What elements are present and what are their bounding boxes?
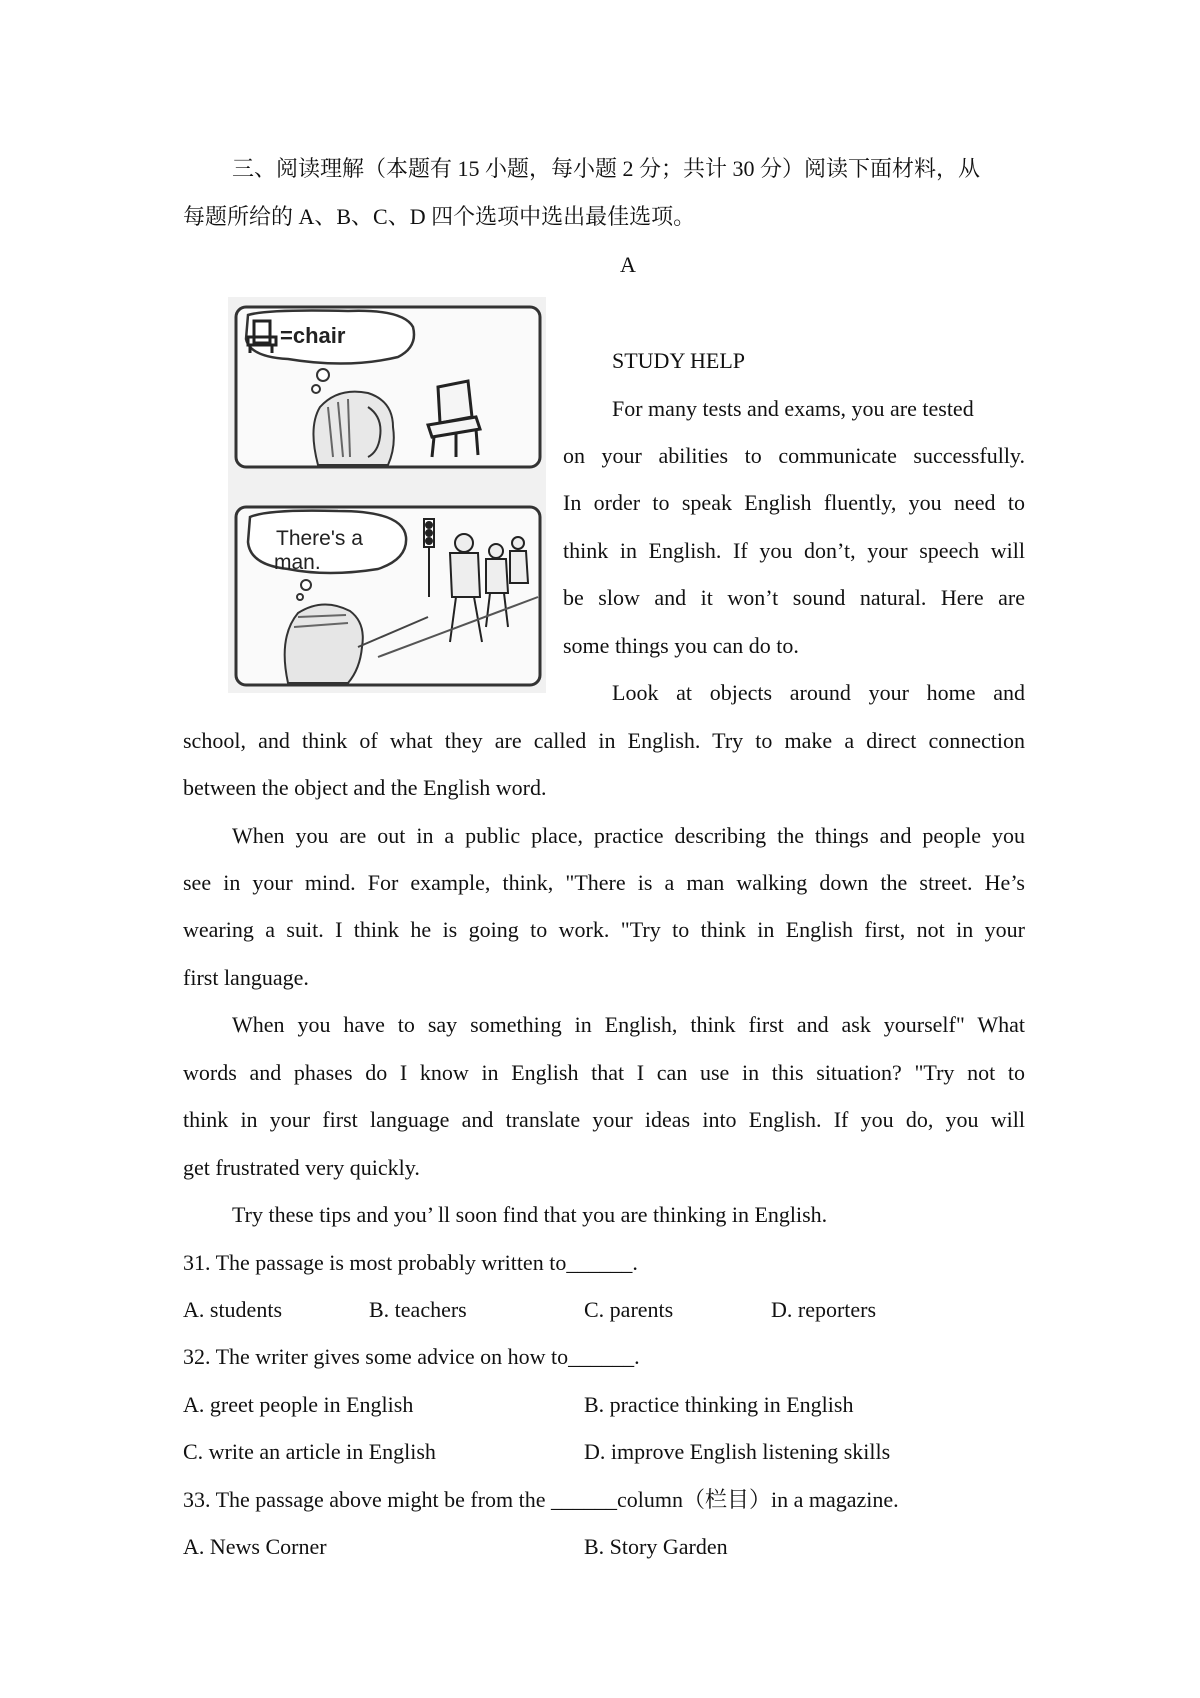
passage-line: For many tests and exams, you are tested xyxy=(612,396,974,421)
passage-letter: A xyxy=(620,252,636,277)
question-32-option-b[interactable]: B. practice thinking in English xyxy=(584,1392,854,1417)
question-31-option-a[interactable]: A. students xyxy=(183,1297,282,1322)
passage-line: Look at objects around your home and xyxy=(612,680,1025,705)
question-32-option-c[interactable]: C. write an article in English xyxy=(183,1439,436,1464)
passage-line: Try these tips and you’ ll soon find that you are thinking in English. xyxy=(232,1202,828,1227)
question-31-option-d[interactable]: D. reporters xyxy=(771,1297,877,1322)
question-33-option-a[interactable]: A. News Corner xyxy=(183,1534,327,1559)
question-32-option-d[interactable]: D. improve English listening skills xyxy=(584,1439,891,1464)
passage-line: wearing a suit. I think he is going to work. "Try to think in English first, not in your xyxy=(183,917,1025,942)
passage-line: first language. xyxy=(183,965,309,990)
passage-line: on your abilities to communicate successfully. xyxy=(563,443,1025,468)
passage-line: school, and think of what they are called in English. Try to make a direct connection xyxy=(183,728,1025,753)
question-32-option-a[interactable]: A. greet people in English xyxy=(183,1392,414,1417)
passage-line: between the object and the English word. xyxy=(183,775,547,800)
section-instruction-line-2: 每题所给的 A、B、C、D 四个选项中选出最佳选项。 xyxy=(183,204,696,229)
passage-line: words and phases do I know in English that I can use in this situation? "Try not to xyxy=(183,1060,1025,1085)
study-help-illustration xyxy=(228,297,546,693)
question-31-option-b[interactable]: B. teachers xyxy=(369,1297,467,1322)
passage-line: In order to speak English fluently, you need to xyxy=(563,490,1025,515)
passage-line: think in your first language and translate your ideas into English. If you do, you will xyxy=(183,1107,1025,1132)
panel1-label: =chair xyxy=(280,323,346,348)
passage-line: be slow and it won’t sound natural. Here are xyxy=(563,585,1025,610)
question-32-stem: 32. The writer gives some advice on how to______. xyxy=(183,1344,640,1369)
question-33-stem: 33. The passage above might be from the ______column（栏目）in a magazine. xyxy=(183,1487,899,1512)
panel2-label-line-2: man. xyxy=(274,551,321,574)
passage-line: get frustrated very quickly. xyxy=(183,1155,420,1180)
passage-line: think in English. If you don’t, your speech will xyxy=(563,538,1025,563)
section-instruction-line-1: 三、阅读理解（本题有 15 小题，每小题 2 分；共计 30 分）阅读下面材料，从 xyxy=(232,156,981,181)
question-31-stem: 31. The passage is most probably written to______. xyxy=(183,1250,638,1275)
woman-figure xyxy=(313,392,393,465)
question-31-option-c[interactable]: C. parents xyxy=(584,1297,674,1322)
passage-title: STUDY HELP xyxy=(612,348,746,373)
passage-line: When you have to say something in English, think first and ask yourself" What xyxy=(232,1012,1025,1037)
question-33-option-b[interactable]: B. Story Garden xyxy=(584,1534,728,1559)
passage-line: see in your mind. For example, think, "There is a man walking down the street. He’s xyxy=(183,870,1025,895)
panel2-label-line-1: There's a xyxy=(276,527,363,550)
passage-line: When you are out in a public place, practice describing the things and people you xyxy=(232,823,1025,848)
passage-line: some things you can do to. xyxy=(563,633,799,658)
